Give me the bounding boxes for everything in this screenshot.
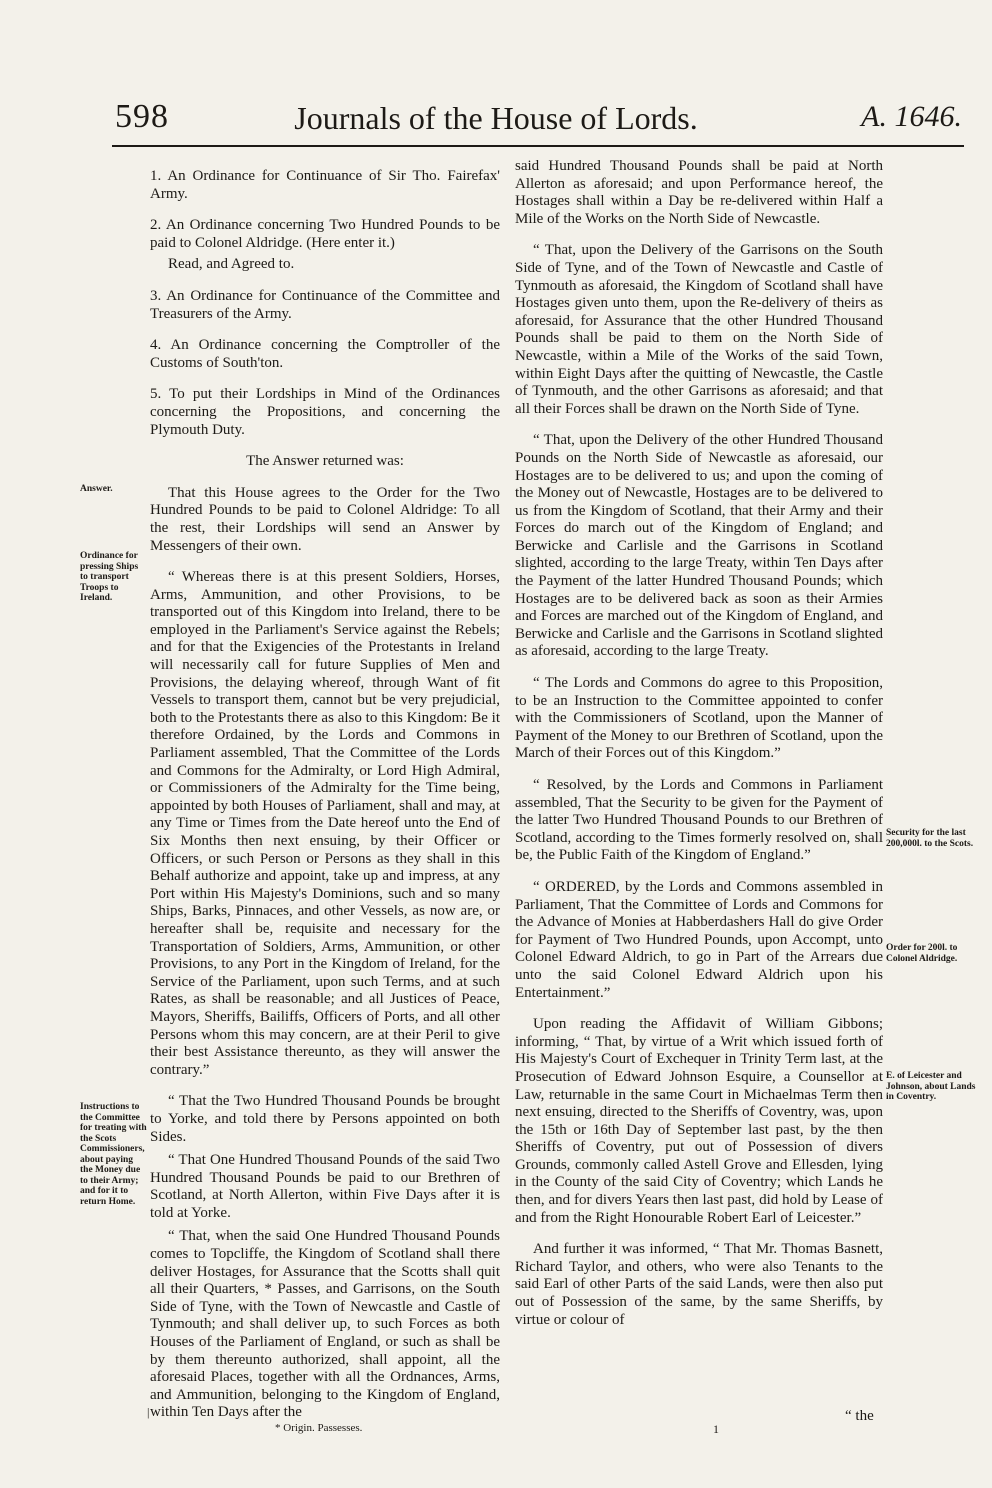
instruction-6: “ The Lords and Commons do agree to this Proposition, to be an Instruction to the Committee appointed to confer with the Commissioners of Scotland, upon the Manner of Payment of the Money to our Brethren of Scotland, upon the March of their Forces out of this Kingdom.” bbox=[515, 675, 883, 762]
stray-mark: | bbox=[147, 1405, 150, 1419]
left-column bbox=[150, 168, 500, 1436]
further-information: And further it was informed, “ That Mr. Thomas Basnett, Richard Taylor, and others, who were also Tenants to the said Earl of other Parts of the said Lands, were then also put out of Possession of the same, by the same Sheriffs, by virtue or colour of bbox=[515, 1241, 883, 1328]
header-rule bbox=[112, 145, 964, 147]
answer-text: That this House agrees to the Order for the Two Hundred Pounds to be paid to Colonel Aldridge: To all the rest, their Lordships will send an Answer by Messengers of their own. bbox=[150, 484, 500, 554]
instruction-4: “ That, upon the Delivery of the Garrisons on the South Side of Tyne, and of the Town of Newcastle and Castle of Tynmouth as aforesaid, the Kingdom of Scotland shall have Hostages given unto them, upon the Re-delivery of theirs as aforesaid, for Assurance that the other Hundred Thousand Pounds shall be paid to them on the North Side of Newcastle, within a Mile of the Works of the said Town, within Eight Days after the quitting of Newcastle, the Castle of Tynmouth, and the other Garrisons as aforesaid; and that all their Forces shall be drawn on the North Side of Tyne. bbox=[515, 242, 883, 417]
instruction-2: “ That One Hundred Thousand Pounds of the said Two Hundred Thousand Pounds be paid to our Brethren of Scotland, at North Allerton, within Five Days after it is told at Yorke. bbox=[150, 1152, 500, 1221]
running-title: Journals of the House of Lords. bbox=[294, 100, 698, 136]
page-header bbox=[0, 0, 992, 136]
continuation: said Hundred Thousand Pounds shall be paid at North Allerton as aforesaid; and upon Performance hereof, the Hostages shall within a Day be re-delivered within Half a Mile of the Works on the North Side of Newcastle. bbox=[515, 158, 883, 227]
item-3: 3. An Ordinance for Continuance of the Committee and Treasurers of the Army. bbox=[150, 287, 500, 322]
security-resolution: “ Resolved, by the Lords and Commons in Parliament assembled, That the Security to be given for the Payment of the latter Two Hundred Thousand Pounds to our Brethren of Scotland, according to the Times formerly resolved on, shall be, the Public Faith of the Kingdom of England.” bbox=[515, 777, 883, 864]
footnote: * Origin. Passesses. bbox=[275, 1422, 363, 1434]
margin-note-leicester: E. of Leicester and Johnson, about Lands in Coventry. bbox=[886, 1071, 976, 1102]
item-1: 1. An Ordinance for Continuance of Sir Tho. Fairefax' Army. bbox=[150, 168, 500, 202]
margin-note-security: Security for the last 200,000l. to the Scots. bbox=[886, 828, 974, 849]
year-heading: A. 1646. bbox=[861, 100, 962, 133]
item-5: 5. To put their Lordships in Mind of the Ordinances concerning the Propositions, and concerning the Plymouth Duty. bbox=[150, 386, 500, 438]
item-4: 4. An Ordinance concerning the Comptroller of the Customs of South'ton. bbox=[150, 337, 500, 371]
margin-note-aldridge: Order for 200l. to Colonel Aldridge. bbox=[886, 943, 958, 964]
margin-note-ships: Ordinance for pressing Ships to transport Troops to Ireland. bbox=[80, 551, 139, 603]
margin-note-answer: Answer. bbox=[80, 484, 113, 494]
right-column bbox=[515, 158, 883, 1343]
item-2: 2. An Ordinance concerning Two Hundred Pounds to be paid to Colonel Aldridge. (Here enter it.) bbox=[150, 217, 500, 251]
gibbons-affidavit: Upon reading the Affidavit of William Gibbons; informing, “ That, by virtue of a Writ which issued forth of His Majesty's Court of Exchequer in Trinity Term last, at the Prosecution of Edward Johnson Esquire, a Counsellor at Law, returnable in the same Court in Michaelmas Term then next ensuing, directed to the Sheriffs of Coventry, was, upon the 15th or 16th Day of September last past, by the then Sheriffs of Coventry, put out of Possession of divers Grounds, commonly called Astell Grove and Ellesden, lying in the County of the said City of Coventry; which Lands he then, and for divers Years then last past, did hold by Lease of and from the Right Honourable Robert Earl of Leicester.” bbox=[515, 1016, 883, 1226]
margin-note-instructions: Instructions to the Committee for treating with the Scots Commissioners, about paying the Money due to their Army; and for it to return Home. bbox=[80, 1102, 147, 1207]
ships-ordinance: “ Whereas there is at this present Soldiers, Horses, Arms, Ammunition, and other Provisions, to be transported out of this Kingdom into Ireland, there to be employed in the Parliament's Service against the Rebels; and for that the Exigencies of the Protestants in Ireland will necessarily call for future Supplies of Men and Provisions, the delaying whereof, through Want of fit Vessels to transport them, cannot but be very prejudicial, both to the Protestants there as also to this Kingdom: Be it therefore Ordained, by the Lords and Commons in Parliament assembled, That the Committee of the Lords and Commons for the Admiralty, or Lord High Admiral, or Commissioners of the Admiralty for the Time being, appointed by both Houses of Parliament, shall and may, at any Time or Times from the Date hereof unto the End of Six Months then next ensuing, by their Officer or Officers, or such Person or Persons as they shall in this Behalf authorize and appoint, take up and impress, at any Port within His Majesty's Dominions, such and so many Ships, Barks, Pinnaces, and other Vessels, as now are, or hereafter shall be, requisite and necessary for the Transportation of Soldiers, Arms, Ammunition, or other Provisions, to any Port in the Kingdom of Ireland, for the Service of the Parliament, upon such Terms, and at such Rates, as shall be reasonable; and all Justices of Peace, Mayors, Sheriffs, Bailiffs, Officers of Ports, and all other Persons whom this may concern, are at their Peril to give their best Assistance thereunto, as they will answer the contrary.” bbox=[150, 569, 500, 1078]
instruction-1: “ That the Two Hundred Thousand Pounds be brought to Yorke, and told there by Persons appointed on both Sides. bbox=[150, 1093, 500, 1145]
catchword: “ the bbox=[845, 1408, 874, 1424]
page-number: 598 bbox=[115, 98, 169, 135]
signature-mark: 1 bbox=[713, 1422, 719, 1436]
read-agreed: Read, and Agreed to. bbox=[168, 256, 295, 273]
aldrich-order: “ ORDERED, by the Lords and Commons assembled in Parliament, That the Committee of Lords and Commons for the Advance of Monies at Habberdashers Hall do give Order for Payment of Two Hundred Pounds, upon Accompt, unto Colonel Edward Aldrich, to go in Part of the Arrears due unto the said Colonel Edward Aldrich upon his Entertainment.” bbox=[515, 878, 883, 1001]
instruction-3: “ That, when the said One Hundred Thousand Pounds comes to Topcliffe, the Kingdom of Scotland shall there deliver Hostages, for Assurance that the Scotts shall quit all their Quarters, * Passes, and Garrisons, on the South Side of Tyne, with the Town of Newcastle and Castle of Tynmouth; and shall deliver up, to such Forces as both Houses of the Parliament of England, or such as shall be by them thereunto authorized, shall appoint, all the aforesaid Places, together with all the Ordnances, Arms, and Ammunition, belonging to the Kingdom of England, within Ten Days after the bbox=[150, 1228, 500, 1421]
answer-heading: The Answer returned was: bbox=[246, 453, 404, 470]
instruction-5: “ That, upon the Delivery of the other Hundred Thousand Pounds on the North Side of Newcastle as aforesaid, our Hostages are to be delivered to us; and upon the coming of the Money out of Newcastle, Hostages are to be delivered to us from the Kingdom of Scotland, that their Army and their Forces do march out of the Kingdom of England; and Berwicke and Carlisle and the Garrisons in Scotland slighted, according to the large Treaty, within Ten Days after the Payment of the latter Hundred Thousand Pounds; which Hostages are to be delivered back as soon as their Armies and Forces are marched out of the Kingdom of England, and Berwicke and Carlisle and the Garrisons in Scotland slighted as aforesaid, according to the large Treaty. bbox=[515, 432, 883, 660]
